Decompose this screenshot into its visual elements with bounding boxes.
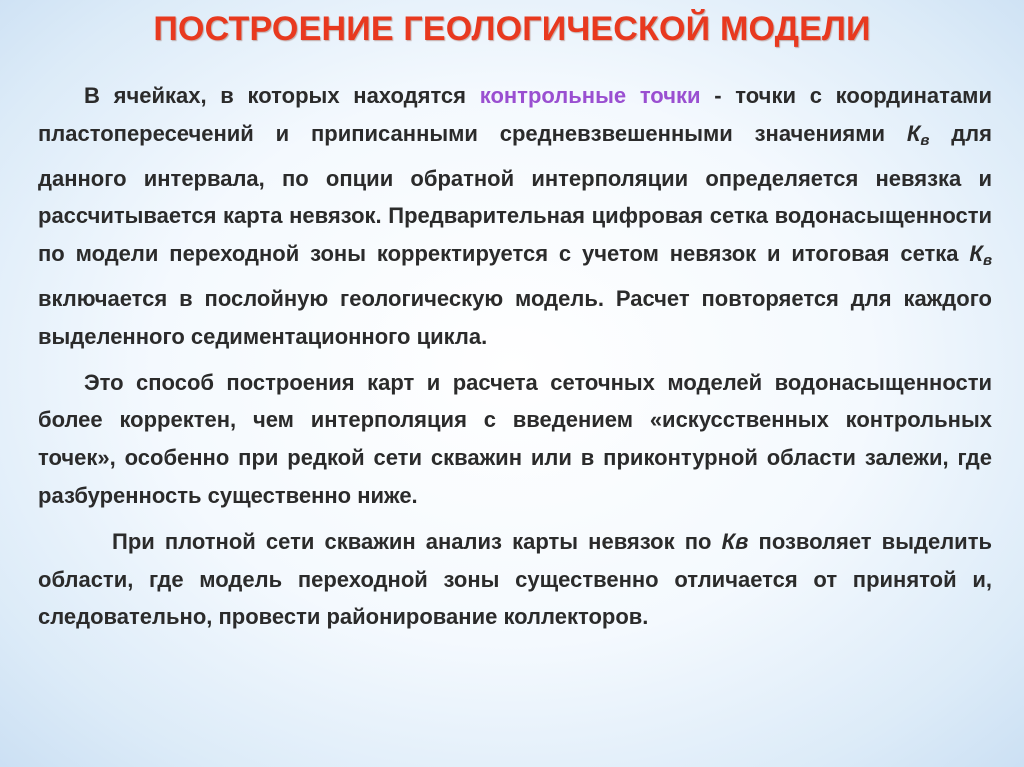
paragraph-3-text-b: позволяет выделить области, где модель переходной зоны существенно отличается от принятой и, следовательно, провести районирование коллекторов. — [38, 528, 992, 630]
paragraph-1-text-a: В ячейках, в которых находятся — [84, 83, 480, 108]
kv-subscript-2: в — [982, 252, 992, 270]
paragraph-1-text-b: - точки с координатами пластопересечений и приписанными средневзвешенными значениями — [38, 83, 992, 146]
paragraph-1 — [38, 77, 992, 356]
kv-variable-1: К — [906, 120, 921, 146]
slide-body — [38, 77, 992, 644]
paragraph-3-text-a: При плотной сети скважин анализ карты невязок по — [112, 528, 722, 554]
kv-subscript-1: в — [920, 131, 930, 149]
slide-title: ПОСТРОЕНИЕ ГЕОЛОГИЧЕСКОЙ МОДЕЛИ — [153, 10, 871, 48]
kv-variable-2: К — [969, 241, 983, 267]
control-points-highlight: контрольные точки — [479, 83, 701, 108]
paragraph-1-text-c: для данного интервала, по опции обратной интерполяции определяется невязка и рассчитывается карта невязок. Предварительная цифровая сетка водонасыщенности по модели переходной зоны корректируется с учетом невязок и итоговая сетка — [38, 120, 992, 267]
paragraph-3 — [38, 523, 992, 636]
kv-variable-3: Кв — [721, 528, 749, 554]
paragraph-2: Это способ построения карт и расчета сеточных моделей водонасыщенности более корректен, чем интерполяция с введением «искусственных контрольных точек», особенно при редкой сети скважин или в приконтурной области залежи, где разбуренность существенно ниже. — [38, 369, 992, 508]
paragraph-1-text-d: включается в послойную геологическую модель. Расчет повторяется для каждого выделенного седиментационного цикла. — [38, 285, 992, 349]
